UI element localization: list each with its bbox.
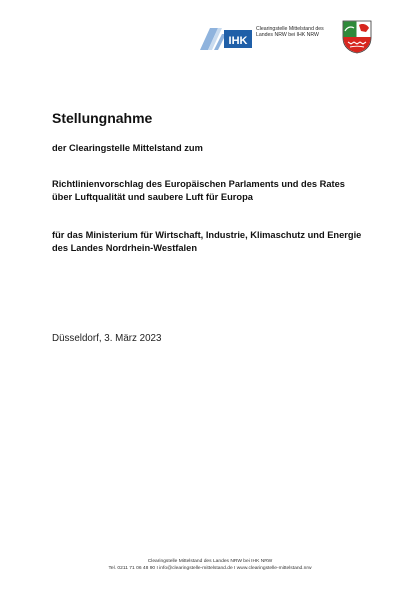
ihk-partner-line1: Clearingstelle Mittelstand des <box>256 26 324 32</box>
recipient-line2: des Landes Nordrhein-Westfalen <box>52 242 197 253</box>
footer-contact-line: Tel. 0211 71 06 48 90 I info@clearingstelle-mittelstand.de I www.clearingstelle-mittelstand.nrw <box>108 566 312 571</box>
ihk-partner-line2: Landes NRW bei IHK NRW <box>256 32 319 39</box>
nrw-coat-of-arms-icon <box>342 20 372 54</box>
ihk-partner-label <box>256 26 342 39</box>
footer-line1: Clearingstelle Mittelstand des Landes NRW bei IHK NRW <box>147 559 273 564</box>
document-title: Stellungnahme <box>52 110 153 126</box>
document-date: Düsseldorf, 3. März 2023 <box>52 333 162 344</box>
topic-line1: Richtlinienvorschlag des Europäischen Parlaments und des Rates <box>52 179 345 189</box>
ihk-logo-text: IHK <box>228 35 248 47</box>
document-topic <box>52 178 392 203</box>
topic-line2: über Luftqualität und saubere Luft für Europa <box>52 191 253 202</box>
page-footer <box>0 558 420 572</box>
document-subtitle: der Clearingstelle Mittelstand zum <box>52 143 203 153</box>
recipient-line1: für das Ministerium für Wirtschaft, Industrie, Klimaschutz und Energie <box>52 230 362 240</box>
ihk-logo <box>198 24 252 52</box>
document-recipient <box>52 229 397 254</box>
